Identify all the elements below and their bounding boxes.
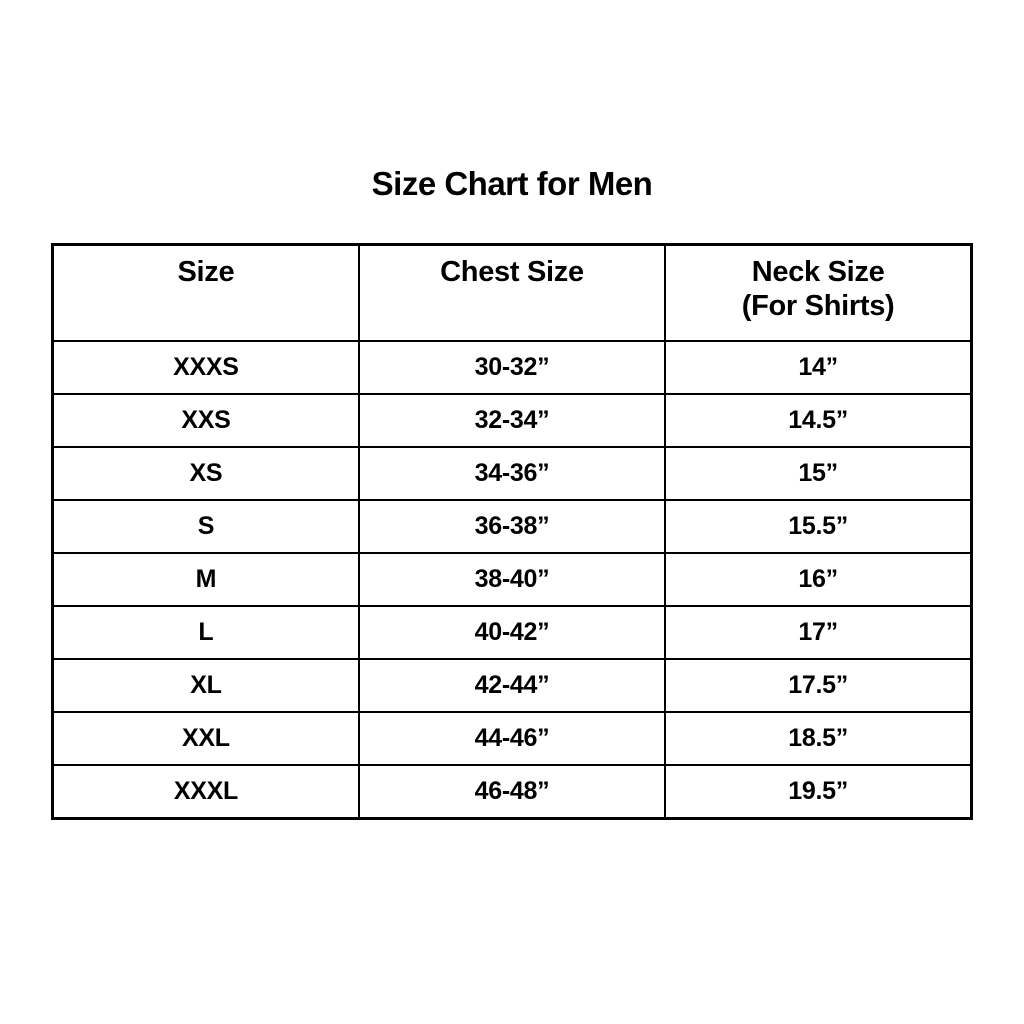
header-label-chest-size: Chest Size [440, 256, 584, 288]
header-cell-chest-size [359, 245, 665, 342]
header-cell-neck-size [665, 245, 971, 342]
header-sublabel-neck-size: (For Shirts) [741, 290, 895, 322]
size-cell: XXXL [53, 765, 359, 819]
chest-size-cell: 32-34” [359, 394, 665, 447]
chest-size-cell: 34-36” [359, 447, 665, 500]
table-row [53, 659, 972, 712]
size-cell: XXS [53, 394, 359, 447]
neck-size-cell: 18.5” [665, 712, 971, 765]
neck-size-cell: 19.5” [665, 765, 971, 819]
header-label-neck-size: Neck Size [751, 256, 885, 288]
size-cell: S [53, 500, 359, 553]
size-cell: XXL [53, 712, 359, 765]
neck-size-cell: 16” [665, 553, 971, 606]
neck-size-cell: 15.5” [665, 500, 971, 553]
chest-size-cell: 30-32” [359, 341, 665, 394]
table-row [53, 553, 972, 606]
chest-size-cell: 40-42” [359, 606, 665, 659]
page-title: Size Chart for Men [371, 165, 653, 202]
table-row [53, 447, 972, 500]
size-cell: XXXS [53, 341, 359, 394]
chest-size-cell: 42-44” [359, 659, 665, 712]
size-chart-table [51, 243, 973, 820]
size-cell: XS [53, 447, 359, 500]
size-cell: M [53, 553, 359, 606]
chest-size-cell: 46-48” [359, 765, 665, 819]
table-row [53, 712, 972, 765]
neck-size-cell: 17.5” [665, 659, 971, 712]
neck-size-cell: 15” [665, 447, 971, 500]
header-cell-size [53, 245, 359, 342]
table-row [53, 341, 972, 394]
header-label-size: Size [177, 256, 235, 288]
table-header-row [53, 245, 972, 342]
neck-size-cell: 14” [665, 341, 971, 394]
size-cell: L [53, 606, 359, 659]
table-row [53, 500, 972, 553]
chest-size-cell: 38-40” [359, 553, 665, 606]
neck-size-cell: 17” [665, 606, 971, 659]
table-row [53, 606, 972, 659]
table-row [53, 765, 972, 819]
chest-size-cell: 44-46” [359, 712, 665, 765]
chest-size-cell: 36-38” [359, 500, 665, 553]
table-row [53, 394, 972, 447]
neck-size-cell: 14.5” [665, 394, 971, 447]
size-cell: XL [53, 659, 359, 712]
